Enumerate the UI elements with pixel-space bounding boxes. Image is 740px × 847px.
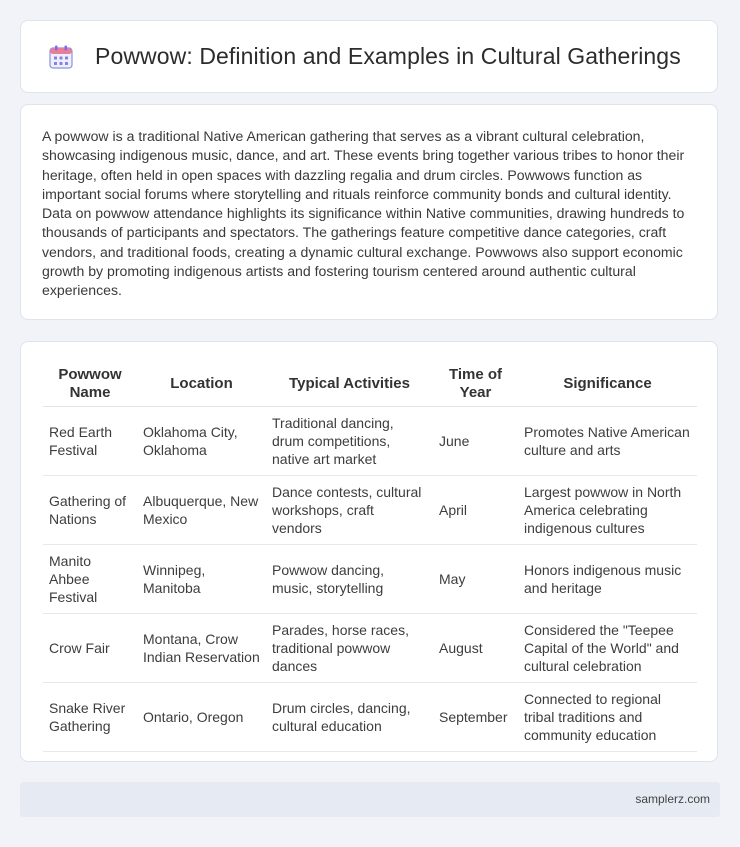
- header-location: Location: [137, 362, 266, 407]
- cell-time: May: [433, 545, 518, 614]
- cell-time: April: [433, 476, 518, 545]
- cell-location: Albuquerque, New Mexico: [137, 476, 266, 545]
- table-header-row: [43, 362, 697, 407]
- header-typical-activities: Typical Activities: [266, 362, 433, 407]
- header-powwow-name: Powwow Name: [43, 362, 137, 407]
- cell-location: Winnipeg, Manitoba: [137, 545, 266, 614]
- footer-site-link[interactable]: samplerz.com: [635, 792, 710, 806]
- table-row: [43, 476, 697, 545]
- table-row: [43, 683, 697, 752]
- title-card: [20, 20, 718, 93]
- cell-location: Ontario, Oregon: [137, 683, 266, 752]
- cell-location: Montana, Crow Indian Reservation: [137, 614, 266, 683]
- calendar-icon: [47, 43, 75, 71]
- cell-significance: Considered the "Teepee Capital of the World" and cultural celebration: [518, 614, 697, 683]
- cell-name: Red Earth Festival: [43, 407, 137, 476]
- cell-name: Gathering of Nations: [43, 476, 137, 545]
- cell-name: Snake River Gathering: [43, 683, 137, 752]
- page-title: Powwow: Definition and Examples in Cultural Gatherings: [95, 43, 681, 69]
- table-row: [43, 614, 697, 683]
- header-significance: Significance: [518, 362, 697, 407]
- cell-significance: Honors indigenous music and heritage: [518, 545, 697, 614]
- cell-time: June: [433, 407, 518, 476]
- table-row: [43, 545, 697, 614]
- intro-paragraph: A powwow is a traditional Native American gathering that serves as a vibrant cultural celebration, showcasing indigenous music, dance, and art. These events bring together various tribes to honor their heritage, often held in open spaces with dazzling regalia and drum circles. Powwows function as important social forums where storytelling and rituals reinforce community bonds and cultural identity. Data on powwow attendance highlights its significance within Native communities, drawing hundreds to thousands of participants and spectators. The gatherings feature competitive dance categories, craft vendors, and traditional foods, creating a dynamic cultural exchange. Powwows also support economic growth by promoting indigenous artists and fostering tourism centered around authentic cultural experiences.: [42, 128, 685, 299]
- cell-name: Manito Ahbee Festival: [43, 545, 137, 614]
- table-row: [43, 407, 697, 476]
- cell-activities: Drum circles, dancing, cultural education: [266, 683, 433, 752]
- cell-significance: Largest powwow in North America celebrating indigenous cultures: [518, 476, 697, 545]
- cell-activities: Parades, horse races, traditional powwow dances: [266, 614, 433, 683]
- cell-activities: Dance contests, cultural workshops, craft vendors: [266, 476, 433, 545]
- cell-time: September: [433, 683, 518, 752]
- intro-card: [20, 104, 718, 320]
- cell-activities: Powwow dancing, music, storytelling: [266, 545, 433, 614]
- powwow-table: [43, 362, 697, 752]
- cell-significance: Connected to regional tribal traditions and community education: [518, 683, 697, 752]
- header-time-of-year: Time of Year: [433, 362, 518, 407]
- cell-time: August: [433, 614, 518, 683]
- cell-activities: Traditional dancing, drum competitions, native art market: [266, 407, 433, 476]
- cell-significance: Promotes Native American culture and arts: [518, 407, 697, 476]
- table-card: [20, 341, 718, 762]
- footer: [20, 782, 720, 817]
- cell-location: Oklahoma City, Oklahoma: [137, 407, 266, 476]
- cell-name: Crow Fair: [43, 614, 137, 683]
